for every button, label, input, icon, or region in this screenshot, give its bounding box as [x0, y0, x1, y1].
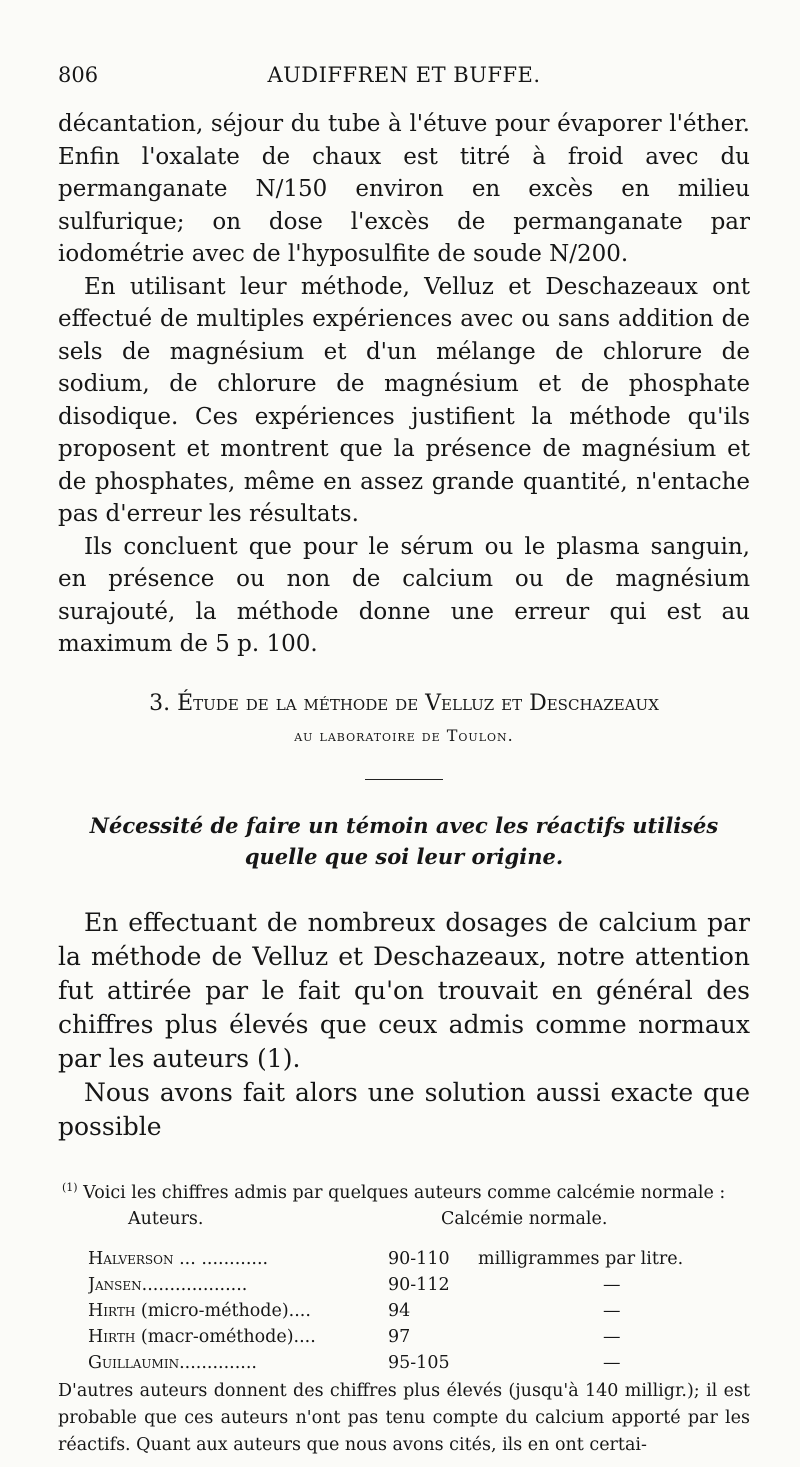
- paragraph: En utilisant leur méthode, Velluz et Deschazeaux ont effectué de multiples expériences avec ou sans addition de sels de magnésium et d'un mélange de chlorure de sodium, de chlorure de magnésium et de phosphate disodique. Ces expériences justifient la méthode qu'ils proposent et montrent que la présence de magnésium et de phosphates, même en assez grande quantité, n'entache pas d'erreur les résultats.: [58, 273, 750, 527]
- divider: [365, 779, 443, 780]
- calcemie-unit: milligrammes par litre.: [478, 1249, 684, 1270]
- table-row: [58, 1324, 750, 1350]
- column-header-authors: Auteurs.: [128, 1209, 204, 1230]
- calcemie-value: 94: [388, 1301, 411, 1322]
- calcemie-unit: —: [603, 1275, 621, 1296]
- leader-dots: ..............: [179, 1353, 257, 1374]
- author-name: Guillaumin: [88, 1353, 180, 1374]
- author-name: Hirth: [88, 1327, 136, 1348]
- paragraph: En effectuant de nombreux dosages de calcium par la méthode de Velluz et Deschazeaux, notre attention fut attirée par le fait qu'on trouvait en général des chiffres plus élevés que ceux admis comme normaux par les auteurs (1).: [58, 907, 750, 1073]
- section-heading-line2: au laboratoire de Toulon.: [294, 725, 514, 745]
- column-header-calcemie: Calcémie normale.: [441, 1209, 608, 1230]
- calcemie-unit: —: [603, 1353, 621, 1374]
- author-name: Jansen: [88, 1275, 142, 1296]
- calcemie-value: 95-105: [388, 1353, 450, 1374]
- footnote-marker: (1): [62, 1180, 78, 1194]
- section-heading-line1: 3. Étude de la méthode de Velluz et Deschazeaux: [149, 690, 659, 716]
- footnote-continuation: D'autres auteurs donnent des chiffres plus élevés (jusqu'à 140 milligr.); il est probable que ces auteurs n'ont pas tenu compte du calcium apporté par les réactifs. Quant aux auteurs que nous avons cités, ils en ont certai-: [58, 1381, 750, 1456]
- footnote-intro-text: Voici les chiffres admis par quelques auteurs comme calcémie normale :: [83, 1182, 726, 1203]
- leader-dots: ...................: [141, 1275, 248, 1296]
- calcemie-unit: —: [603, 1327, 621, 1348]
- paragraph: décantation, séjour du tube à l'étuve pour évaporer l'éther. Enfin l'oxalate de chaux est titré à froid avec du permanganate N/150 environ en excès en milieu sulfurique; on dose l'excès de permanganate par iodométrie avec de l'hyposulfite de soude N/200.: [58, 111, 750, 267]
- subheading: Nécessité de faire un témoin avec les réactifs utilisés quelle que soi leur origine.: [89, 812, 719, 869]
- table-row: [58, 1246, 750, 1272]
- page-body: [58, 108, 750, 1459]
- calcemie-value: 90-112: [388, 1275, 450, 1296]
- calcemie-value: 90-110: [388, 1249, 450, 1270]
- table-row: [58, 1272, 750, 1298]
- footnote: [58, 1174, 750, 1460]
- page-header: [58, 63, 750, 93]
- footnote-table-header: [58, 1206, 750, 1232]
- footnote-intro: [58, 1174, 750, 1207]
- author-name: Hirth: [88, 1301, 136, 1322]
- table-row: [58, 1298, 750, 1324]
- author-detail: (macr-ométhode)....: [140, 1327, 316, 1348]
- paragraph: Ils concluent que pour le sérum ou le plasma sanguin, en présence ou non de calcium ou de magnésium surajouté, la méthode donne une erreur qui est au maximum de 5 p. 100.: [58, 533, 750, 657]
- paragraph: Nous avons fait alors une solution aussi exacte que possible: [58, 1077, 750, 1141]
- table-row: [58, 1350, 750, 1376]
- running-title: AUDIFFREN ET BUFFE.: [267, 63, 541, 87]
- section-heading: [58, 689, 750, 751]
- footnote-table: [58, 1246, 750, 1376]
- leader-dots: ... ............: [179, 1249, 269, 1270]
- page-number: 806: [58, 63, 99, 87]
- author-name: Halverson: [88, 1249, 174, 1270]
- calcemie-unit: —: [603, 1301, 621, 1322]
- author-detail: (micro-méthode)....: [140, 1301, 311, 1322]
- calcemie-value: 97: [388, 1327, 411, 1348]
